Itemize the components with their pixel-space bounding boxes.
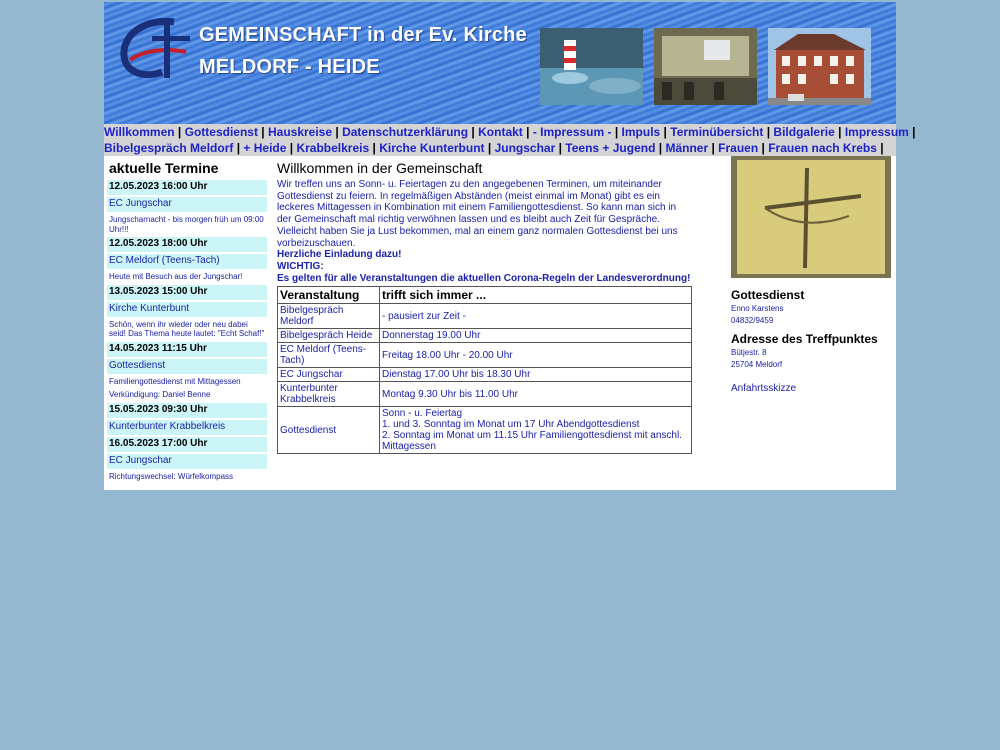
table-cell-time: Dienstag 17.00 Uhr bis 18.30 Uhr <box>380 368 692 382</box>
nav-row-2 <box>104 140 896 156</box>
nav-link-r2-0[interactable]: Bibelgespräch Meldorf <box>104 141 234 155</box>
nav-separator: | <box>468 125 479 139</box>
cross-artwork-image <box>731 156 891 278</box>
nav-separator: | <box>555 141 566 155</box>
nav-link-r1-9[interactable]: Impressum <box>844 125 909 139</box>
schedule-table <box>277 286 692 454</box>
nav-link-r1-4[interactable]: Kontakt <box>478 125 523 139</box>
nav-separator: | <box>655 141 666 155</box>
termine-list <box>107 180 267 482</box>
termin-event: EC Jungschar <box>107 197 267 212</box>
page-title: Willkommen in der Gemeinschaft <box>277 160 483 176</box>
nav-link-r2-5[interactable]: Teens + Jugend <box>565 141 656 155</box>
nav-separator: | <box>233 141 244 155</box>
content-area <box>104 156 896 490</box>
nav-separator: | <box>484 141 495 155</box>
table-row <box>278 329 692 343</box>
header-title-line1: GEMEINSCHAFT in der Ev. Kirche <box>199 24 527 46</box>
termin-note: Schön, wenn ihr wieder oder neu dabei seid! Das Thema heute lautet: "Echt Schaf!" <box>109 319 265 338</box>
table-row <box>278 343 692 368</box>
table-cell-event: Bibelgespräch Meldorf <box>278 304 380 329</box>
nav-link-r1-6[interactable]: Impuls <box>621 125 661 139</box>
table-row <box>278 304 692 329</box>
contact-phone: 04832/9459 <box>731 316 774 325</box>
table-cell-time: Montag 9.30 Uhr bis 11.00 Uhr <box>380 382 692 407</box>
table-row <box>278 407 692 454</box>
lighthouse-photo <box>540 28 643 105</box>
nav-separator: | <box>174 125 185 139</box>
address-city: 25704 Meldorf <box>731 360 783 369</box>
table-row <box>278 368 692 382</box>
important-label: WICHTIG: <box>277 260 324 272</box>
termin-event: Kirche Kunterbunt <box>107 302 267 317</box>
nav-separator: | <box>660 125 671 139</box>
welcome-section <box>277 160 691 454</box>
table-cell-event: Gottesdienst <box>278 407 380 454</box>
nav-separator: | <box>257 125 268 139</box>
termin-date: 14.05.2023 11:15 Uhr <box>107 342 267 357</box>
nav-link-r1-7[interactable]: Terminübersicht <box>670 125 764 139</box>
termin-date: 12.05.2023 16:00 Uhr <box>107 180 267 195</box>
termin-event: EC Jungschar <box>107 454 267 469</box>
community-logo[interactable] <box>116 16 196 82</box>
nav-link-r1-5[interactable]: - Impressum - <box>532 125 612 139</box>
table-cell-time: Freitag 18.00 Uhr - 20.00 Uhr <box>380 343 692 368</box>
nav-separator: | <box>908 125 916 139</box>
termin-event: Kunterbunter Krabbelkreis <box>107 420 267 435</box>
nav-link-r2-6[interactable]: Männer <box>665 141 709 155</box>
nav-link-r2-2[interactable]: Krabbelkreis <box>296 141 370 155</box>
nav-link-r2-1[interactable]: + Heide <box>243 141 287 155</box>
sidebar-title: Gottesdienst <box>731 288 805 302</box>
table-cell-time: Donnerstag 19.00 Uhr <box>380 329 692 343</box>
main-navigation <box>104 124 916 156</box>
nav-row-1 <box>104 124 916 140</box>
table-cell-event: EC Jungschar <box>278 368 380 382</box>
termin-note: Jungscharnacht - bis morgen früh um 09:00 Uhr!!! <box>109 215 264 234</box>
table-cell-time: - pausiert zur Zeit - <box>380 304 692 329</box>
termin-note: Verkündigung: Daniel Benne <box>109 390 211 399</box>
nav-link-r2-4[interactable]: Jungschar <box>494 141 556 155</box>
table-header-row <box>278 287 692 304</box>
church-interior-photo <box>654 28 757 105</box>
nav-link-r2-7[interactable]: Frauen <box>718 141 759 155</box>
nav-separator: | <box>522 125 533 139</box>
termin-date: 16.05.2023 17:00 Uhr <box>107 437 267 452</box>
building-photo <box>768 28 871 105</box>
contact-name: Enno Karstens <box>731 304 784 313</box>
table-row <box>278 382 692 407</box>
table-header-time: trifft sich immer ... <box>380 287 692 304</box>
nav-separator: | <box>369 141 380 155</box>
nav-separator: | <box>286 141 297 155</box>
gottesdienst-sidebar <box>731 156 891 394</box>
termin-note: Familiengottesdienst mit Mittagessen <box>109 376 241 386</box>
table-header-event: Veranstaltung <box>278 287 380 304</box>
termin-date: 13.05.2023 15:00 Uhr <box>107 285 267 300</box>
site-header <box>104 2 896 124</box>
nav-separator: | <box>876 141 884 155</box>
nav-separator: | <box>332 125 343 139</box>
termine-column <box>107 160 267 484</box>
nav-separator: | <box>834 125 845 139</box>
nav-link-r1-2[interactable]: Hauskreise <box>267 125 333 139</box>
invitation-text: Herzliche Einladung dazu! <box>277 249 402 261</box>
directions-link[interactable]: Anfahrtsskizze <box>731 383 797 394</box>
nav-link-r1-3[interactable]: Datenschutzerklärung <box>342 125 469 139</box>
nav-link-r2-3[interactable]: Kirche Kunterbunt <box>379 141 485 155</box>
nav-separator: | <box>763 125 774 139</box>
termin-event: Gottesdienst <box>107 359 267 374</box>
nav-link-r1-0[interactable]: Willkommen <box>104 125 175 139</box>
termin-date: 12.05.2023 18:00 Uhr <box>107 237 267 252</box>
nav-link-r1-8[interactable]: Bildgalerie <box>773 125 835 139</box>
termin-note: Richtungswechsel: Würfelkompass <box>109 471 234 481</box>
table-cell-event: Kunterbunter Krabbelkreis <box>278 382 380 407</box>
corona-notice: Es gelten für alle Veranstaltungen die aktuellen Corona-Regeln der Landesverordnung! <box>277 272 691 284</box>
nav-separator: | <box>611 125 622 139</box>
table-cell-time: Sonn - u. Feiertag 1. und 3. Sonntag im Monat um 17 Uhr Abendgottesdienst 2. Sonntag im Monat um 11.15 Uhr Familiengottesdienst mit anschl. Mittagessen <box>380 407 692 454</box>
nav-link-r2-8[interactable]: Frauen nach Krebs <box>768 141 877 155</box>
nav-separator: | <box>708 141 719 155</box>
nav-link-r1-1[interactable]: Gottesdienst <box>184 125 258 139</box>
header-title-line2: MELDORF - HEIDE <box>199 56 380 78</box>
nav-separator: | <box>758 141 769 155</box>
termin-note: Heute mit Besuch aus der Jungschar! <box>109 272 243 281</box>
table-cell-event: Bibelgespräch Heide <box>278 329 380 343</box>
page-container <box>104 2 916 490</box>
table-cell-event: EC Meldorf (Teens-Tach) <box>278 343 380 368</box>
address-street: Bütjestr. 8 <box>731 348 767 357</box>
termin-date: 15.05.2023 09:30 Uhr <box>107 403 267 418</box>
termine-heading: aktuelle Termine <box>109 160 219 176</box>
intro-text: Wir treffen uns an Sonn- u. Feiertagen zu den angegebenen Terminen, um miteinander Gottesdienst zu feiern. In regelmäßigen Abständen (meist einmal im Monat) gibt es ein leckeres Mittagessen in Kombination mit einem Familiengottesdienst. So kann man sich in der Gemeinschaft mal richtig verwöhnen lassen und es bleibt auch Zeit für Gespräche. Vielleicht haben Sie ja Lust bekommen, mal an einem ganz normalen Gottesdienst bei uns vorbeizuschauen. <box>277 179 678 249</box>
address-heading: Adresse des Treffpunktes <box>731 332 878 346</box>
termin-event: EC Meldorf (Teens-Tach) <box>107 254 267 269</box>
